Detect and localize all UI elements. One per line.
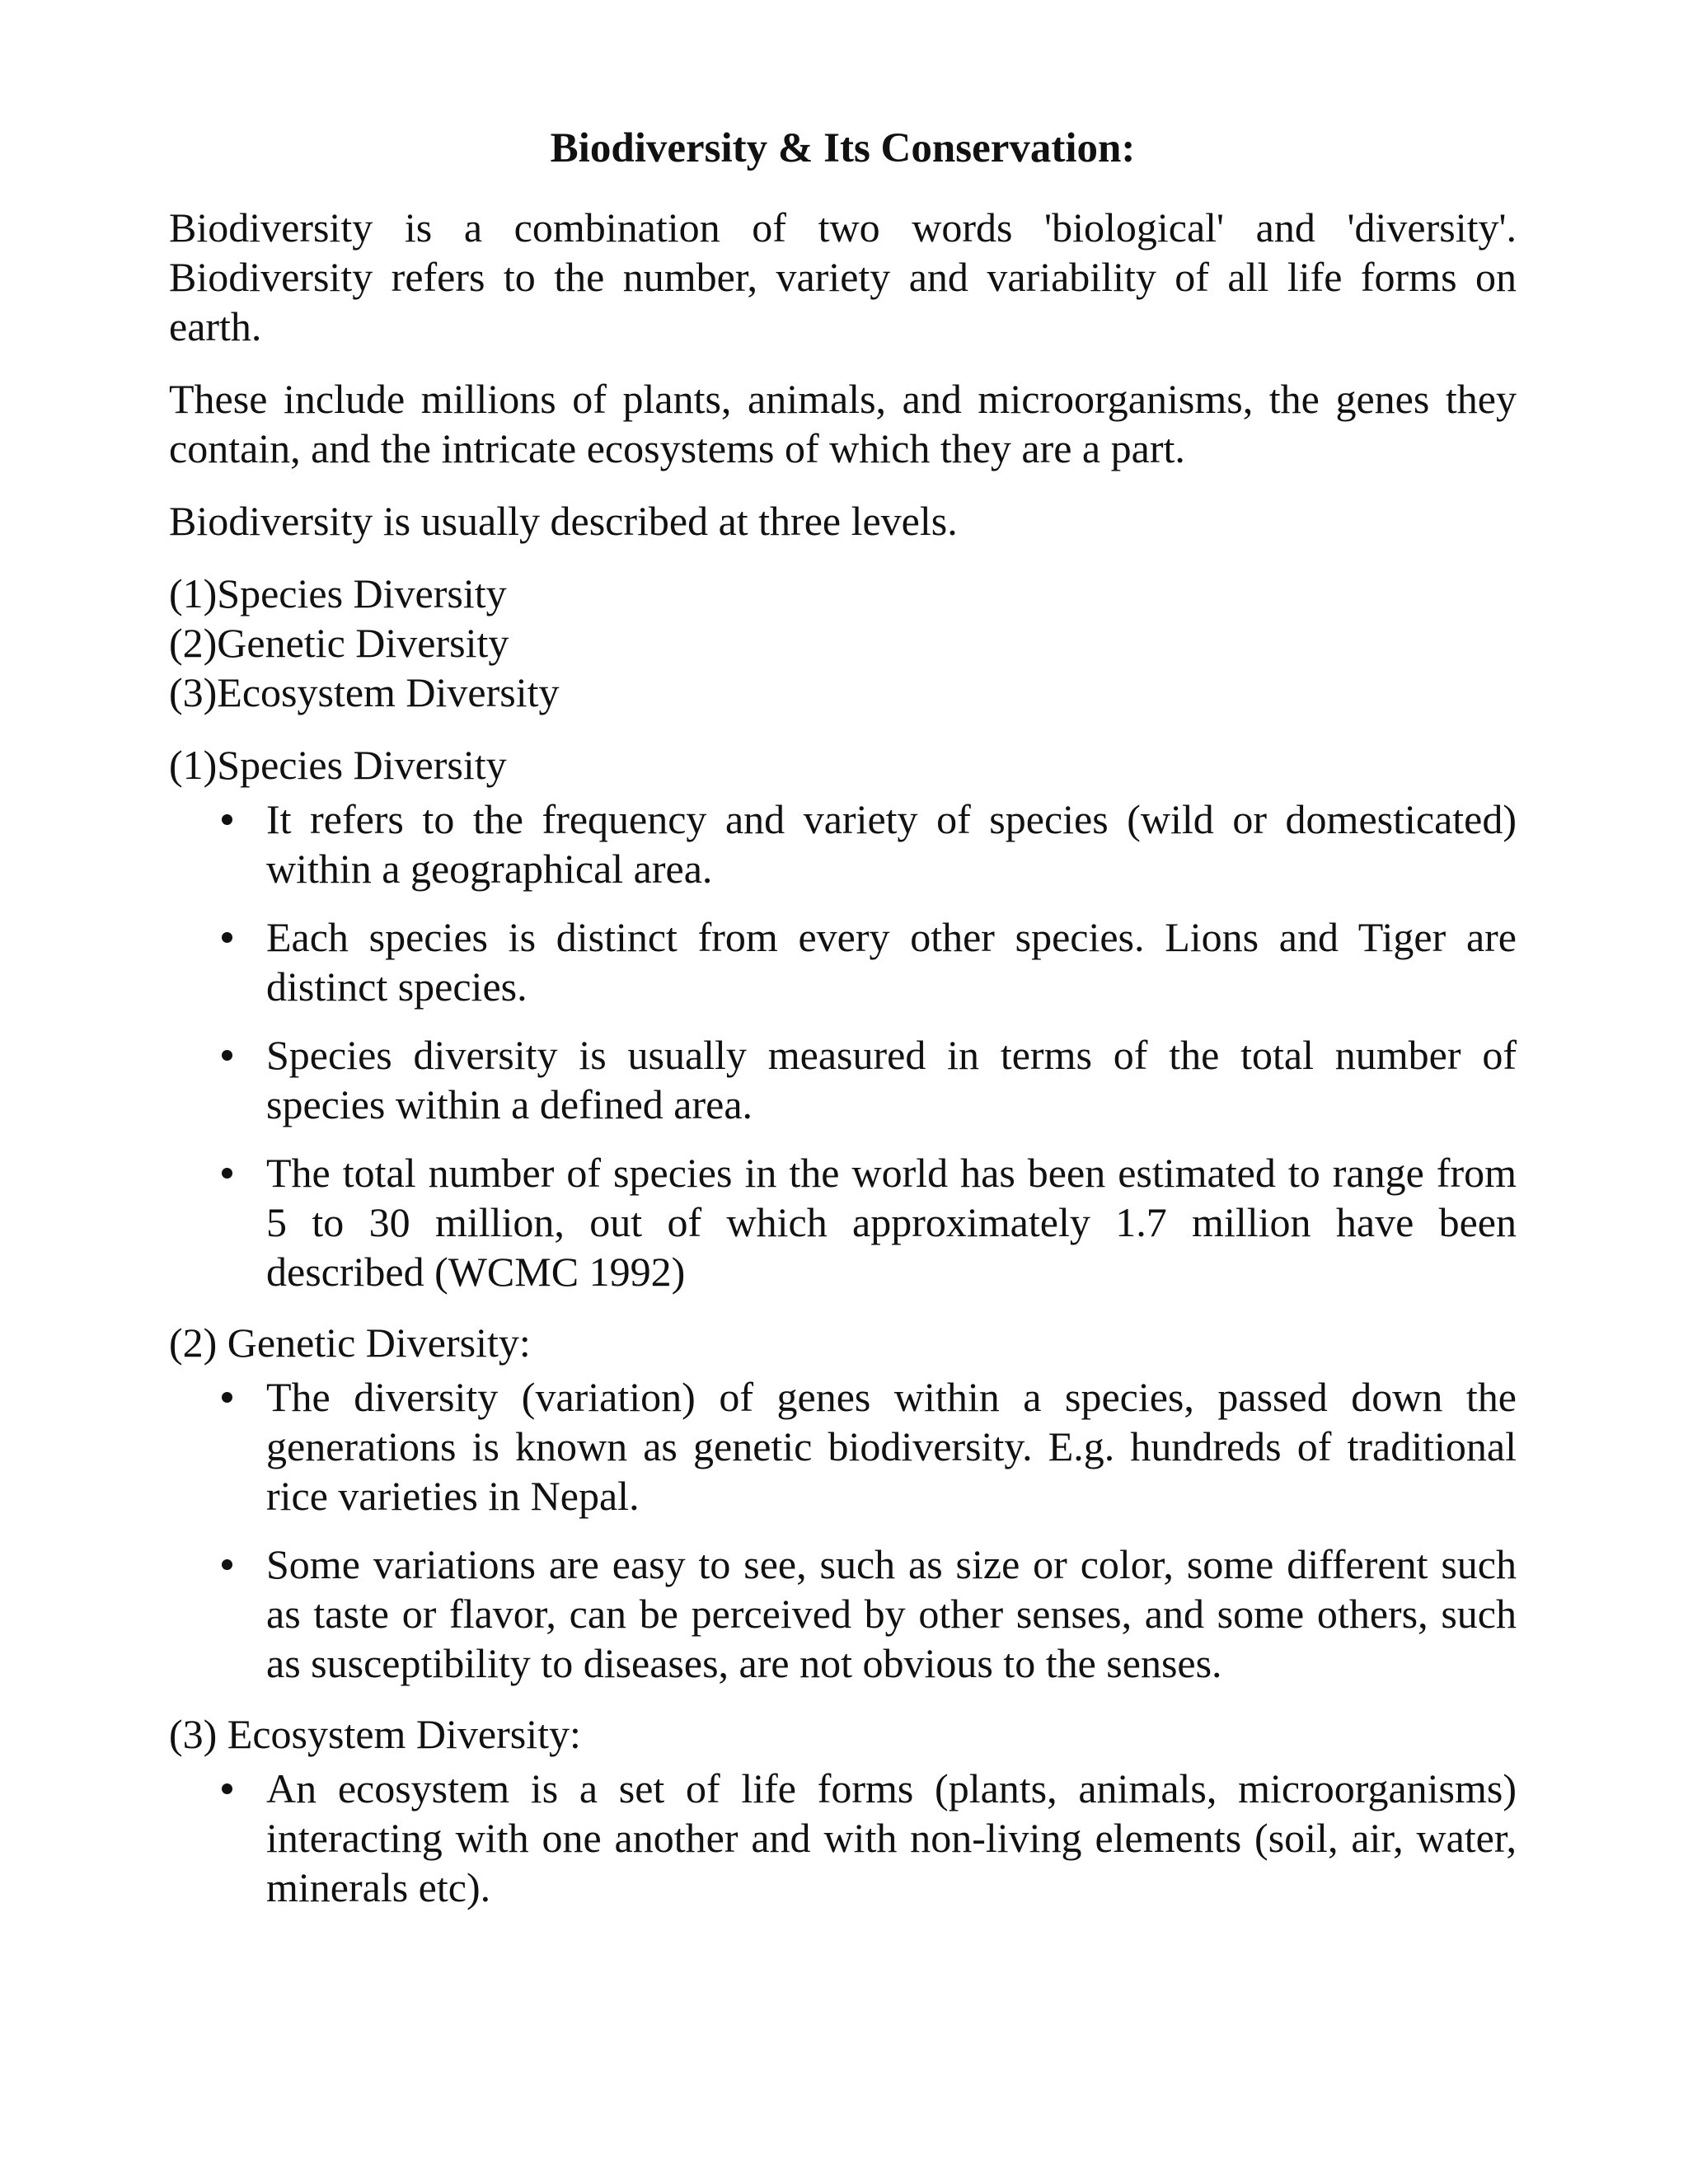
bullet-icon bbox=[222, 1168, 232, 1179]
section-heading-species: (1)Species Diversity bbox=[169, 742, 507, 788]
bullet-text: Each species is distinct from every other species. Lions and Tiger are distinct species. bbox=[266, 914, 1517, 1010]
bullet-icon bbox=[222, 1392, 232, 1403]
list-item bbox=[169, 1030, 1517, 1129]
bullet-text: The diversity (variation) of genes within a species, passed down the generations is known as genetic biodiversity. E.g. hundreds of traditional rice varieties in Nepal. bbox=[266, 1374, 1517, 1519]
intro-paragraph-definition: Biodiversity is a combination of two words 'biological' and 'diversity'. Biodiversity refers to the number, variety and variability of all life forms on earth. bbox=[169, 204, 1517, 349]
bullet-text: An ecosystem is a set of life forms (plants, animals, microorganisms) interacting with one another and with non-living elements (soil, air, water, minerals etc). bbox=[266, 1765, 1517, 1910]
bullet-text: It refers to the frequency and variety of species (wild or domesticated) within a geographical area. bbox=[266, 796, 1517, 892]
level-item-ecosystem: (3)Ecosystem Diversity bbox=[169, 669, 560, 715]
levels-list bbox=[169, 569, 1517, 717]
list-item bbox=[169, 1372, 1517, 1521]
document-title: Biodiversity & Its Conservation: bbox=[550, 125, 1136, 171]
section-heading-ecosystem: (3) Ecosystem Diversity: bbox=[169, 1711, 581, 1757]
bullet-icon bbox=[222, 932, 232, 943]
list-item bbox=[169, 1764, 1517, 1912]
section-heading-genetic: (2) Genetic Diversity: bbox=[169, 1319, 531, 1366]
document-page bbox=[169, 124, 1517, 1933]
bullet-icon bbox=[222, 1050, 232, 1061]
genetic-bullet-list bbox=[169, 1372, 1517, 1688]
intro-paragraph-levels: Biodiversity is usually described at three levels. bbox=[169, 498, 958, 544]
bullet-icon bbox=[222, 1783, 232, 1794]
bullet-text: Species diversity is usually measured in terms of the total number of species within a defined area. bbox=[266, 1032, 1517, 1127]
list-item bbox=[169, 1540, 1517, 1688]
list-item bbox=[169, 1148, 1517, 1296]
bullet-icon bbox=[222, 1559, 232, 1570]
level-item-genetic: (2)Genetic Diversity bbox=[169, 620, 509, 666]
bullet-text: Some variations are easy to see, such as size or color, some different such as taste or flavor, can be perceived by other senses, and some others, such as susceptibility to diseases, are not obvious to the senses. bbox=[266, 1541, 1517, 1686]
bullet-icon bbox=[222, 814, 232, 825]
level-item-species: (1)Species Diversity bbox=[169, 570, 507, 616]
bullet-text: The total number of species in the world has been estimated to range from 5 to 30 million, out of which approximately 1.7 million have been described (WCMC 1992) bbox=[266, 1150, 1517, 1295]
species-bullet-list bbox=[169, 794, 1517, 1296]
ecosystem-bullet-list bbox=[169, 1764, 1517, 1912]
list-item bbox=[169, 794, 1517, 893]
list-item bbox=[169, 912, 1517, 1011]
intro-paragraph-includes: These include millions of plants, animals, and microorganisms, the genes they contain, and the intricate ecosystems of which they are a part. bbox=[169, 376, 1517, 471]
